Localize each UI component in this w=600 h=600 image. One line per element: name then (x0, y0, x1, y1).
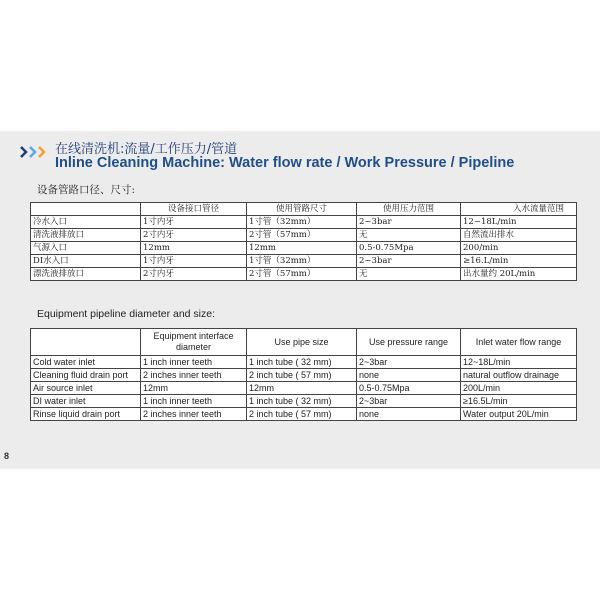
header-cell (31, 203, 141, 216)
pipeline-table-english (30, 328, 577, 421)
table-cell: 2寸内牙 (141, 268, 247, 281)
table-row (31, 395, 577, 408)
table-cell: 2~3bar (357, 216, 461, 229)
table-cell: 1寸内牙 (141, 255, 247, 268)
table-cell: 1寸内牙 (141, 216, 247, 229)
table-cell: Rinse liquid drain port (31, 408, 141, 421)
table-cell: 2~3bar (357, 255, 461, 268)
table-cell: 1寸管（32mm） (247, 255, 357, 268)
header-cell: Use pipe size (247, 329, 357, 356)
table-cell: 自然流出排水 (461, 229, 577, 242)
table-cell: 1 inch inner teeth (141, 395, 247, 408)
table-cell: 200/min (461, 242, 577, 255)
table-cell: 12~18L/min (461, 356, 577, 369)
table-cell: 2 inches inner teeth (141, 408, 247, 421)
table-cell: 冷水入口 (31, 216, 141, 229)
table-cell: 无 (357, 268, 461, 281)
table-row (31, 408, 577, 421)
header-cell: 使用压力范围 (357, 203, 461, 216)
table-cell: 200L/min (461, 382, 577, 395)
table-cell: none (357, 369, 461, 382)
table-cell: 0.5-0.75Mpa (357, 242, 461, 255)
slide (0, 131, 600, 469)
header-cell: Equipment interface diameter (141, 329, 247, 356)
header-cell: 设备接口管径 (141, 203, 247, 216)
table-row (31, 382, 577, 395)
table-cell: Water output 20L/min (461, 408, 577, 421)
table-row (31, 216, 577, 229)
table-cell: 2寸内牙 (141, 229, 247, 242)
table-row (31, 356, 577, 369)
table-cell: 1 inch tube ( 32 mm) (247, 395, 357, 408)
pipeline-table-chinese (30, 202, 577, 281)
table-cell: DI water inlet (31, 395, 141, 408)
table-cell: 无 (357, 229, 461, 242)
table-cell: 2寸管（57mm） (247, 268, 357, 281)
header-cell: 使用管路尺寸 (247, 203, 357, 216)
table-row (31, 369, 577, 382)
header-cell: Use pressure range (357, 329, 461, 356)
table-cell: 清洗液排放口 (31, 229, 141, 242)
table-cell: 12~18L/min (461, 216, 577, 229)
table-cell: 12mm (141, 382, 247, 395)
table-cell: 1 inch inner teeth (141, 356, 247, 369)
table-cell: 出水量约 20L/min (461, 268, 577, 281)
table-cell: 2~3bar (357, 356, 461, 369)
table-cell: Air source inlet (31, 382, 141, 395)
caption-chinese: 设备管路口径、尺寸: (37, 184, 136, 196)
table-cell: none (357, 408, 461, 421)
caption-english: Equipment pipeline diameter and size: (37, 308, 216, 320)
title-english: Inline Cleaning Machine: Water flow rate / Work Pressure / Pipeline (55, 155, 515, 171)
table-cell: 0.5-0.75Mpa (357, 382, 461, 395)
table-cell: Cold water inlet (31, 356, 141, 369)
header-cell: Inlet water flow range (461, 329, 577, 356)
header-cell (31, 329, 141, 356)
table-cell: ≥16.L/min (461, 255, 577, 268)
table-cell: Cleaning fluid drain port (31, 369, 141, 382)
table-cell: 2 inch tube ( 57 mm) (247, 408, 357, 421)
table-cell: 12mm (247, 242, 357, 255)
table-header-row (31, 203, 577, 216)
title-chinese: 在线清洗机:流量/工作压力/管道 (55, 142, 238, 157)
table-cell: 12mm (141, 242, 247, 255)
table-cell: 气源入口 (31, 242, 141, 255)
table-cell: 2寸管（57mm） (247, 229, 357, 242)
chevron-arrows-icon (20, 146, 50, 158)
table-cell: 2~3bar (357, 395, 461, 408)
table-row (31, 255, 577, 268)
table-header-row (31, 329, 577, 356)
header-cell: 入水流量范围 (461, 203, 577, 216)
table-cell: DI水入口 (31, 255, 141, 268)
table-cell: 1寸管（32mm） (247, 216, 357, 229)
table-row (31, 242, 577, 255)
table-row (31, 229, 577, 242)
table-cell: natural outflow drainage (461, 369, 577, 382)
table-cell: 2 inches inner teeth (141, 369, 247, 382)
table-cell: 2 inch tube ( 57 mm) (247, 369, 357, 382)
table-cell: 漂洗液排放口 (31, 268, 141, 281)
table-row (31, 268, 577, 281)
page-number: 8 (4, 451, 10, 461)
table-cell: 12mm (247, 382, 357, 395)
table-cell: 1 inch tube ( 32 mm) (247, 356, 357, 369)
table-cell: ≥16.5L/min (461, 395, 577, 408)
